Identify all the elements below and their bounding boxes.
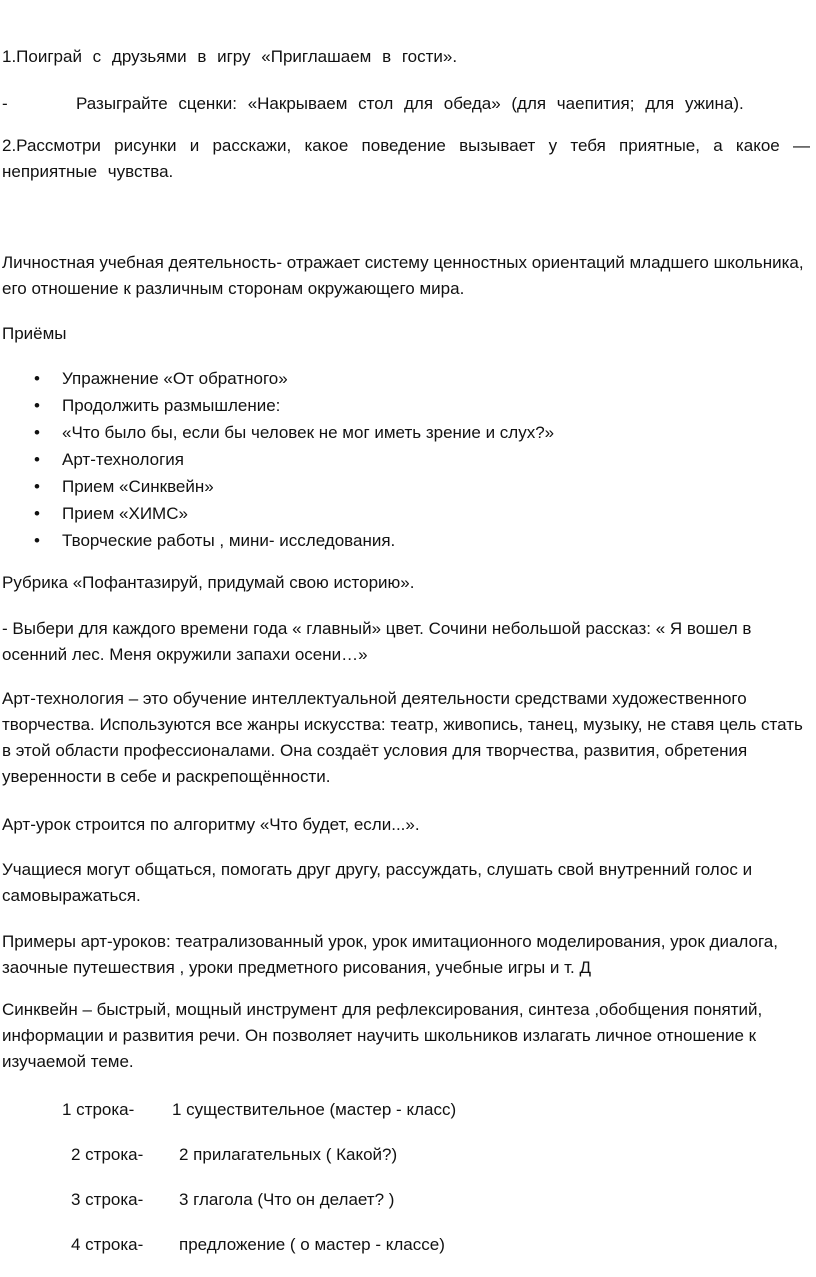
syncwine-row-value: 2 прилагательных ( Какой?) [179,1145,398,1164]
bullet-icon: • [34,396,40,415]
bullet-icon: • [34,450,40,469]
list-item: • Арт-технология [0,447,800,474]
students-paragraph: Учащиеся могут общаться, помогать друг другу, рассуждать, слушать свой внутренний голос и самовыражаться. [2,860,753,905]
list-item: • Упражнение «От обратного» [0,366,800,393]
syncwine-row [0,1097,800,1123]
techniques-heading: Приёмы [2,324,67,343]
techniques-list [0,366,800,555]
bullet-icon: • [34,423,40,442]
list-item: • Прием «ХИМС» [0,501,800,528]
syncwine-row-label: 2 строка- [71,1145,144,1164]
syncwine-row-value: предложение ( о мастер - классе) [179,1235,445,1254]
syncwine-row-value: 3 глагола (Что он делает? ) [179,1190,395,1209]
art-lesson-algorithm: Арт-урок строится по алгоритму «Что будет, если...». [2,815,420,834]
list-item: • «Что было бы, если бы человек не мог иметь зрение и слух?» [0,420,800,447]
syncwine-row [0,1187,800,1213]
rubric-task: - Выбери для каждого времени года « главный» цвет. Сочини небольшой рассказ: « Я вошел в осенний лес. Меня окружили запахи осени…» [2,619,752,664]
list-item: • Прием «Синквейн» [0,474,800,501]
task-2-paragraph: 2.Рассмотри рисунки и расскажи, какое поведение вызывает у тебя приятные, а какое — неприятные чувства. [2,136,810,181]
syncwine-row-label: 4 строка- [71,1235,144,1254]
syncwine-row-value: 1 существительное (мастер - класс) [172,1100,457,1119]
task-1-line: 1.Поиграй с друзьями в игру «Приглашаем в гости». [2,47,458,66]
syncwine-row-label: 3 строка- [71,1190,144,1209]
task-1-subitem [2,91,802,117]
syncwine-definition: Синквейн – быстрый, мощный инструмент для рефлексирования, синтеза ,обобщения понятий, информации и развития речи. Он позволяет научить школьников излагать личное отношение к изучаемой теме. [2,1000,763,1071]
bullet-icon: • [34,477,40,496]
art-lesson-examples: Примеры арт-уроков: театрализованный урок, урок имитационного моделирования, урок диалога, заочные путешествия , уроки предметного рисования, учебные игры и т. Д [2,932,778,977]
task-1-subitem-text: Разыграйте сценки: «Накрываем стол для обеда» (для чаепития; для ужина). [76,94,744,113]
syncwine-row [0,1232,800,1258]
list-item: • Творческие работы , мини- исследования. [0,528,800,555]
art-technology-definition: Арт-технология – это обучение интеллектуальной деятельности средствами художественного творчества. Используются все жанры искусства: театр, живопись, танец, музыку, не ставя цель стать в этой области профессионалами. Она создаёт условия для творчества, развития, обретения уверенности в себе и раскрепощённости. [2,689,803,786]
list-item: • Продолжить размышление: [0,393,800,420]
task-1-subitem-dash: - [2,94,8,113]
rubric-title: Рубрика «Пофантазируй, придумай свою историю». [2,573,415,592]
syncwine-row [0,1142,800,1168]
syncwine-row-label: 1 строка- [62,1100,135,1119]
bullet-icon: • [34,369,40,388]
personal-activity-definition: Личностная учебная деятельность- отражает систему ценностных ориентаций младшего школьника, его отношение к различным сторонам окружающего мира. [2,253,804,298]
bullet-icon: • [34,504,40,523]
bullet-icon: • [34,531,40,550]
